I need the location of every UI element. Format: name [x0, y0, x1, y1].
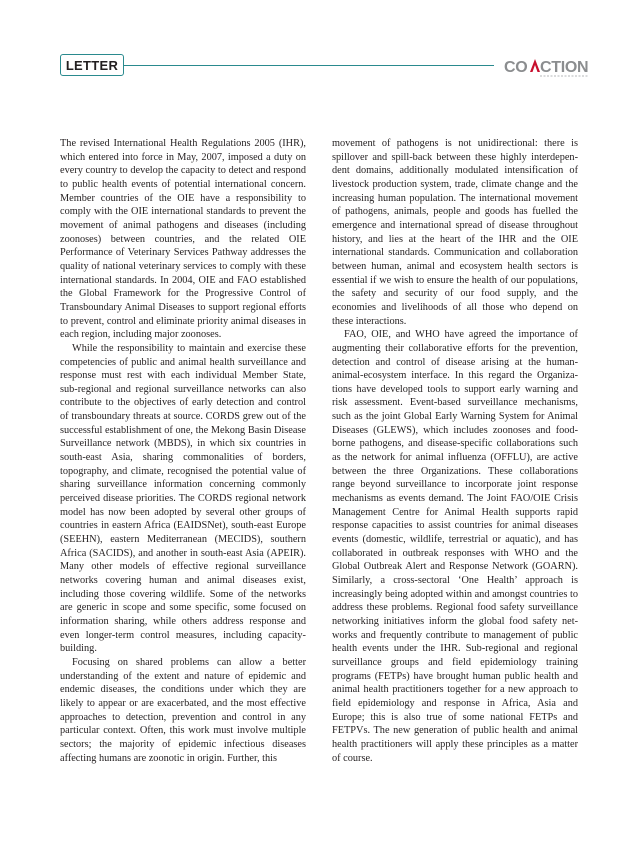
coaction-logo: [504, 57, 588, 79]
page-header: [0, 0, 638, 90]
paragraph: FAO, OIE, and WHO have agreed the importance of augmenting their collaborative efforts for the prevention, detection and control of disease arising at the human-animal-ecosystem interface. In this regard the Organizations have developed tools to support early warning and risk assessment. Event-based surveillance mechanisms, such as the joint Global Early Warning System for Animal Diseases (GLEWS), which includes zoonoses and food-borne pathogens, and disease-specific collaborations such as the network for animal influenza (OFFLU), are active between the three Organizations. These collaborations range beyond surveillance to incorporate joint response mechanisms as events demand. The Joint FAO/OIE Crisis Management Centre for Animal Health supports rapid response capacities to assist countries for animal diseases events (domestic, wildlife, terrestrial or aquatic), and has collaborated in outbreak responses with WHO and the Global Outbreak Alert and Response Network (GOARN). Similarly, a cross-sectoral ‘One Health’ approach is increasingly being adopted within and amongst countries to address these problems. Regional food safety surveillance networking initiatives inform the global food safety networks and frequently contribute to management of public health events under the IHR. Sub-regional and regional surveillance groups and field epidemiology training programs (FETPs) have brought human public health and animal health practitioners together for a new approach to field epidemiology and response in Africa, Asia and Europe; this is also true of some national FETPs and FETPVs. The new generation of public health and animal health practitioners will apply these principles as a matter of course.: [332, 329, 578, 764]
svg-text:CO: CO: [504, 59, 528, 76]
header-divider: [124, 65, 494, 66]
section-label: LETTER: [60, 54, 124, 76]
paragraph: The revised International Health Regulations 2005 (IHR), which entered into force in May, 2007, imposed a duty on every country to develop the capacity to detect and respond to public health events of potential international concern. Member countries of the OIE have a responsibility to comply with the OIE international standards to prevent the movement of animal pathogens and diseases (including zoonoses) between countries, and the related OIE Performance of Veterinary Services Pathway addresses the quality of national veterinary services to comply with these international standards. In 2004, OIE and FAO established the Global Framework for the Progressive Control of Transboundary Animal Diseases to support regional efforts to prevent, control and eliminate priority animal diseases in each region, including major zoonoses.: [60, 138, 306, 341]
left-column: [60, 137, 306, 765]
paragraph: While the responsibility to maintain and exercise these competencies of public and animal health surveillance and response must rest with each individual Member State, sub-regional and regional surveillance networks can also contribute to the objectives of early detection and control of transboundary threats at source. CORDS grew out of the successful establishment of one, the Mekong Basin Disease Surveillance network (MBDS), in which six countries in south-east Asia, sharing commonalities of borders, topography, and climate, recognised the potential value of sharing surveillance information concerning commonly perceived disease priorities. The CORDS regional network model has now been adopted by several other groups of countries in eastern Africa (EAIDSNet), south-east Europe (SEEHN), eastern Mediterranean (MECIDS), southern Africa (SACIDS), and another in south-east Asia (APEIR). Many other models of effective regional surveillance networks covering human and animal diseases exist, including those covering wildlife. Some of the networks are generic in scope and some specific, some focused on information sharing, while others address response and even longer-term control measures, including capacity-building.: [60, 342, 306, 655]
paragraph: movement of pathogens is not unidirectional: there is spillover and spill-back between these highly interdependent domains, additionally modulated intensification of livestock production system, trade, climate change and the increasing human population. The international movement of pathogens, animals, people and goods has fuelled the emergence and international spread of disease throughout history, and lies at the heart of the IHR and the OIE international standards. Communication and collaboration between human, animal and ecosystem health sectors is essential if we wish to ensure the health of our populations, the safety and security of our food supply, and the economies and livelihoods of all those who depend on these interactions.: [332, 138, 578, 327]
paragraph: Focusing on shared problems can allow a better understanding of the extent and nature of epidemic and endemic diseases, the conditions under which they are likely to appear or are exacerbated, and the most effective approaches to detection, prevention and control in any particular context. Often, this work must involve multiple sectors; the majority of epidemic infectious diseases affecting humans are zoonotic in origin. Further, this: [60, 656, 306, 764]
right-column: [332, 137, 578, 765]
svg-text:CTION: CTION: [540, 59, 588, 76]
